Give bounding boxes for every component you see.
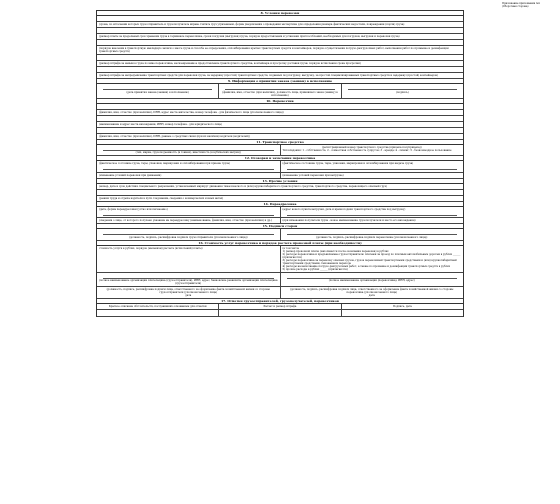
s16-cost-row: [97, 246, 463, 273]
s17-desc-cell[interactable]: [97, 310, 218, 316]
corner-annex-note: [502, 2, 552, 8]
s15-signatures-row: [97, 229, 463, 241]
s8-caption-3: (порядок внесения в транспортную накладную записи о массе груза и способе ее определения, опломбирования крытых транспортных средств и контейнеров, порядок осуществления погрузо-разгрузочных работ, выполнения работ по промывке и дезинфекции транспортных средств): [97, 46, 463, 55]
s10-caption-3: (фамилия, имя, отчество (при наличии), ИНН, данные о средствах связи (при их наличии) водителя (водителей)): [97, 134, 463, 140]
s9-date-cell[interactable]: [97, 84, 218, 98]
section-10-title: 10. Перевозчик: [97, 99, 463, 104]
section-17-title: 17. Отметки грузоотправителей, грузополучателей, перевозчиков: [97, 299, 463, 304]
s14-form-caption: (дата, форма переадресовки (устно или письменно): [99, 207, 168, 211]
s8-caption-2: (размер платы за предельный срок хранения груза в терминале перевозчика, сроки погрузки (выгрузки) груза, порядок предоставления и установки приспособлений, необходимых для погрузки, выгрузки и перевозки груза): [97, 34, 463, 40]
s16-item-4[interactable]: 4) расходы на выполнение погрузо-разгрузочных работ, а также по промывке и дезинфекции транспортных средств в рублях: [282, 264, 451, 268]
s12-transit-caption: (изменение условий перевозки при движении): [99, 173, 162, 177]
s14-consignee-caption: (при изменении получателя груза - новое наименование грузополучателя и место его нахождения): [282, 219, 416, 222]
s14-source-caption: (сведения о лице, от которого получено указание на переадресовку (наименование, фамилия, имя, отчество (при наличии) и др.): [99, 219, 273, 222]
s8-caption-1: (срока, по истечении которых грузоотправитель и грузополучатель вправе считать груз утраченным, форма уведомления о проведении экспертизы для определения размера фактических недостачи, повреждения (порчи) груза): [97, 22, 463, 28]
s16-item-5[interactable]: 5) прочие расходы в рублях ______ (прилагаются): [282, 267, 348, 271]
s16-carrier-resp-cell[interactable]: [280, 287, 464, 298]
s9-date-caption: (дата принятия заказа (заявки) к исполнению): [126, 90, 189, 94]
s13-caption-1: (номер, дата и срок действия специального разрешения, установленный маршрут движения тяжеловесного и (или) крупногабаритного транспортного средства, транспортного средства, перевозящего опасный груз): [97, 184, 463, 190]
waybill-reverse-form: [96, 10, 464, 317]
s16-cost-cell[interactable]: [97, 246, 280, 272]
s16-payer-caption: (полное наименование организации плательщика (грузоотправителя), ИНН, адрес, банковские реквизиты организации плательщика (грузоотправителя): [99, 279, 278, 285]
section-14-title: 14. Переадресовка: [97, 202, 463, 207]
s12-transit-cell[interactable]: [97, 173, 280, 178]
annex-line-1: Приложение приложения №4: [502, 2, 540, 5]
s16-item-3[interactable]: 3) расходы перевозчика за перевозку опасных грузов, грузов перевозимый транспортными средствами и (или) крупногабаритный транспортными средствами, таможенном переходе: [282, 258, 457, 265]
s11-vehicle-row: [97, 145, 463, 157]
s17-desc-header: Краткое описание обстоятельств, послуживших основанием для отметки: [108, 305, 207, 308]
s16-carrier-org-cell[interactable]: [280, 273, 464, 287]
section-11-title: 11. Транспортное средство: [97, 140, 463, 145]
s9-acceptance-row: [97, 84, 463, 99]
s15-shipper-caption: (должность, подпись, расшифровка подписи грузоотправителя (уполномоченного лица)): [129, 235, 248, 239]
s16-payer-row: [97, 273, 463, 288]
s14-address-cell[interactable]: [280, 207, 464, 218]
s9-person-caption: (фамилия, имя, отчество (при наличии), должность лица, принявшего заказ (заявку) к исполнению): [222, 90, 338, 97]
s14-address-caption: (адрес нового пункта выгрузки, дата и время подачи транспортного средства под выгрузку): [282, 207, 406, 211]
s13-caption-2: (режим труда и отдыха водителя в пути следования, сведения о коммерческих и иных актах): [97, 196, 463, 202]
s16-responsible-row: [97, 287, 463, 299]
s17-sign-cell[interactable]: [341, 310, 463, 316]
s17-entry-row: [97, 310, 463, 317]
s15-shipper-cell[interactable]: [97, 229, 280, 240]
s16-carrier-org-caption: (полное наименование организации (перевозчика), ИНН, адрес): [328, 279, 415, 282]
s12-intake-caption: (фактическое состояние груза, тары, упаковки, маркировки и опломбирования при приеме груза): [99, 162, 231, 165]
s16-shipper-resp-cell[interactable]: [97, 287, 280, 298]
s16-item-2[interactable]: 2) расходы перевозчика и предъявляемые грузоотправителю платежи за проезд по платным автомобильным дорогам в рублях ______ (прилагаются): [282, 252, 461, 259]
s16-shipper-date: дата: [185, 294, 192, 297]
s12-delivery-caption: (фактическое состояние груза, тары, упаковки, маркировки и опломбирования при выдаче груза): [282, 162, 414, 165]
s8-caption-4: (размер штрафа за невывоз груза по вине перевозчика, несвоевременное предоставление транспортного средства, контейнера и просрочку доставки груза; порядок исчисления срока просрочки): [97, 61, 463, 67]
s10-caption-1: (фамилия, имя, отчество (при наличии), ИНН, адрес места жительства, номер телефона - для физического лица (уполномоченного лица)): [97, 110, 463, 116]
s16-carrier-date: дата: [368, 294, 375, 297]
s11-type-caption: (тип, марка, грузоподъемность (в тоннах), вместимость (в кубических метрах)): [135, 151, 241, 154]
s12-intake-cell[interactable]: [97, 161, 280, 172]
section-8-title: 8. Условия перевозки: [97, 11, 463, 16]
s14-consignee-cell[interactable]: [280, 218, 464, 223]
s12-delivery-cell[interactable]: [280, 161, 464, 172]
s16-breakdown-head: (в том числе: [282, 246, 300, 250]
s14-row-1: [97, 207, 463, 219]
s16-payer-cell[interactable]: [97, 273, 280, 287]
section-13-title: 13. Прочие условия: [97, 179, 463, 184]
s10-caption-2: (наименование и адрес места нахождения, ИНН, номер телефона - для юридического лица): [97, 122, 463, 128]
s12-unload-cell[interactable]: [280, 173, 464, 178]
s11-reg-cell[interactable]: [280, 145, 464, 156]
annex-line-2: (Оборотная сторона): [502, 5, 529, 8]
s17-fine-cell[interactable]: [218, 310, 340, 316]
s16-breakdown-cell: [280, 246, 464, 272]
s8-caption-5: (размер штрафа за непредъявление транспортных средств для перевозки груза, за задержку (простой) транспортных средств, поданных под погрузку, выгрузку, за простой специализированных транспортных средств и задержку (простой) контейнеров): [97, 73, 463, 79]
s9-person-cell[interactable]: [218, 84, 340, 98]
s11-type-cell[interactable]: [97, 145, 280, 156]
s16-item-1[interactable]: 1) размер провозной платы (заполняется после окончания перевозки) в рублях: [282, 249, 389, 253]
s16-shipper-resp-caption: (должность, подпись, расшифровка подписи лица, ответственного за оформление факта хозяйственной жизни со стороны грузоотправителя (уполномоченного лица): [106, 288, 270, 294]
s15-carrier-cell[interactable]: [280, 229, 464, 240]
section-12-title: 12. Оговорки и замечания перевозчика: [97, 156, 463, 161]
s14-form-cell[interactable]: [97, 207, 280, 218]
s11-reg-caption: (регистрационный номер транспортного средства (прицепа полуприцепа)): [321, 145, 422, 149]
s12-unload-caption: (изменение условий перевозки при выгрузке): [282, 173, 344, 177]
s17-fine-header: Расчет и размер штрафа: [218, 304, 340, 309]
s17-sign-header: Подпись, дата: [341, 304, 463, 309]
s16-cost-caption: стоимость услуги в рублях, порядок (механизм) расчета (исчислений) платы): [99, 246, 203, 250]
s16-carrier-resp-caption: (должность, подпись, расшифровка подписи лица, ответственного за оформление факта хозяйственной жизни со стороны перевозчика (уполномоченного лица): [290, 288, 454, 294]
s11-ownership-type: Тип владения: 1 - собственность; 2 - совместная собственность супругов; 3 - аренда; 4 - лизинг; 5 - безвозмездное пользование: [282, 148, 452, 152]
section-16-title: 16. Стоимость услуг перевозчика и порядок расчета провозной платы (при необходимости): [97, 241, 463, 246]
section-15-title: 15. Подписи сторон: [97, 224, 463, 229]
s12-state-row: [97, 161, 463, 173]
s9-signature-caption: (подпись): [395, 90, 409, 94]
section-9-title: 9. Информация о принятии заказа (заявки) к исполнению: [97, 79, 463, 84]
s15-carrier-caption: (должность, подпись, расшифровка подписи перевозчика (уполномоченного лица)): [316, 235, 428, 239]
s14-source-cell[interactable]: [97, 218, 280, 223]
s9-signature-cell[interactable]: [341, 84, 463, 98]
